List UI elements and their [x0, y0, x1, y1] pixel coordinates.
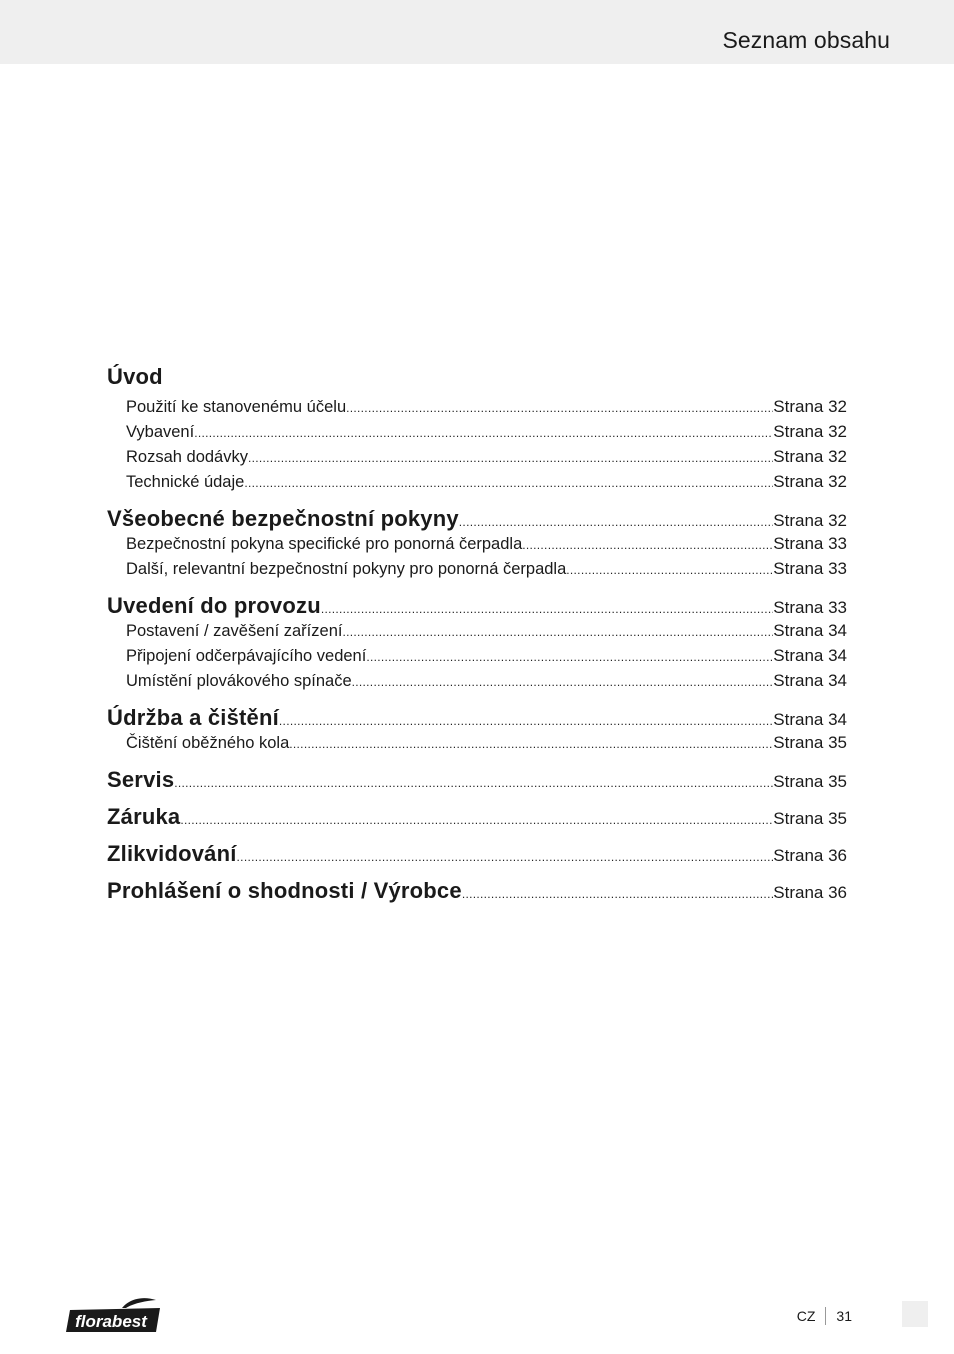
toc-page-ref: Strana 34 [773, 621, 847, 640]
toc-heading-label: Uvedení do provozu [107, 593, 321, 618]
table-of-contents [107, 360, 847, 915]
toc-item[interactable] [107, 531, 847, 556]
toc-heading-label: Prohlášení o shodnosti / Výrobce [107, 878, 462, 903]
toc-heading[interactable] [107, 767, 847, 792]
toc-heading[interactable] [107, 841, 847, 866]
dot-leader [352, 670, 774, 695]
toc-page-ref: Strana 32 [773, 447, 847, 466]
toc-heading-label: Údržba a čištění [107, 705, 279, 730]
toc-section-zaruka [107, 804, 847, 829]
toc-page-ref: Strana 35 [773, 772, 847, 791]
toc-page-ref: Strana 34 [773, 671, 847, 690]
toc-heading-label: Všeobecné bezpečnostní pokyny [107, 506, 459, 531]
dot-leader [289, 732, 773, 757]
toc-item-label: Čištění oběžného kola [126, 734, 290, 752]
toc-page-ref: Strana 32 [773, 472, 847, 491]
toc-item-label: Použití ke stanovenému účelu [126, 398, 347, 416]
toc-page-ref: Strana 36 [773, 846, 847, 865]
toc-section-servis [107, 767, 847, 792]
toc-page-ref: Strana 32 [773, 422, 847, 441]
toc-item-label: Vybavení [126, 423, 195, 441]
toc-heading-label: Úvod [107, 364, 163, 389]
toc-item[interactable] [107, 419, 847, 444]
toc-section-uvod [107, 360, 847, 494]
toc-item[interactable] [107, 556, 847, 581]
dot-leader [342, 620, 773, 645]
toc-page-ref: Strana 34 [773, 646, 847, 665]
toc-heading-label: Servis [107, 767, 175, 792]
toc-heading[interactable] [107, 360, 847, 394]
dot-leader [244, 471, 773, 496]
divider [825, 1307, 826, 1325]
toc-section-prohlaseni [107, 878, 847, 903]
toc-page-ref: Strana 33 [773, 534, 847, 553]
toc-item-label: Připojení odčerpávajícího vedení [126, 647, 367, 665]
dot-leader [522, 533, 773, 558]
toc-item-label: Technické údaje [126, 473, 245, 491]
page-footer [797, 1307, 890, 1325]
toc-section-udrzba [107, 705, 847, 755]
toc-page-ref: Strana 32 [773, 511, 847, 530]
dot-leader [279, 709, 773, 734]
toc-section-bezpecnost [107, 506, 847, 581]
toc-item-label: Rozsah dodávky [126, 448, 248, 466]
toc-item-label: Bezpečnostní pokyna specifické pro ponorná čerpadla [126, 535, 523, 553]
page-number: 31 [836, 1308, 852, 1324]
dot-leader [321, 597, 773, 622]
dot-leader [346, 396, 773, 421]
toc-item-label: Další, relevantní bezpečnostní pokyny pro ponorná čerpadla [126, 560, 567, 578]
toc-item[interactable] [107, 618, 847, 643]
toc-item-label: Postavení / zavěšení zařízení [126, 622, 343, 640]
toc-page-ref: Strana 36 [773, 883, 847, 902]
toc-page-ref: Strana 35 [773, 809, 847, 828]
dot-leader [366, 645, 773, 670]
dot-leader [248, 446, 773, 471]
toc-page-ref: Strana 33 [773, 559, 847, 578]
toc-page-ref: Strana 35 [773, 733, 847, 752]
toc-item[interactable] [107, 444, 847, 469]
toc-item[interactable] [107, 643, 847, 668]
toc-heading-label: Záruka [107, 804, 181, 829]
language-code: CZ [796, 1308, 816, 1324]
toc-page-ref: Strana 34 [773, 710, 847, 729]
dot-leader [566, 558, 773, 583]
toc-section-provoz [107, 593, 847, 693]
dot-leader [237, 845, 774, 870]
corner-tab [902, 1301, 928, 1327]
toc-item[interactable] [107, 668, 847, 693]
toc-heading[interactable] [107, 705, 847, 730]
toc-item[interactable] [107, 730, 847, 755]
dot-leader [180, 808, 773, 833]
dot-leader [194, 421, 773, 446]
dot-leader [462, 882, 773, 907]
toc-page-ref: Strana 33 [773, 598, 847, 617]
toc-page-ref: Strana 32 [773, 397, 847, 416]
toc-section-zlikvidovani [107, 841, 847, 866]
toc-heading[interactable] [107, 804, 847, 829]
dot-leader [174, 771, 773, 796]
toc-heading[interactable] [107, 593, 847, 618]
toc-item[interactable] [107, 394, 847, 419]
logo-wordmark: florabest [75, 1312, 147, 1331]
toc-heading-label: Zlikvidování [107, 841, 237, 866]
toc-heading[interactable] [107, 878, 847, 903]
florabest-logo [64, 1296, 164, 1336]
toc-item-label: Umístění plovákového spínače [126, 672, 352, 690]
page-title: Seznam obsahu [722, 27, 890, 53]
toc-heading[interactable] [107, 506, 847, 531]
toc-item[interactable] [107, 469, 847, 494]
